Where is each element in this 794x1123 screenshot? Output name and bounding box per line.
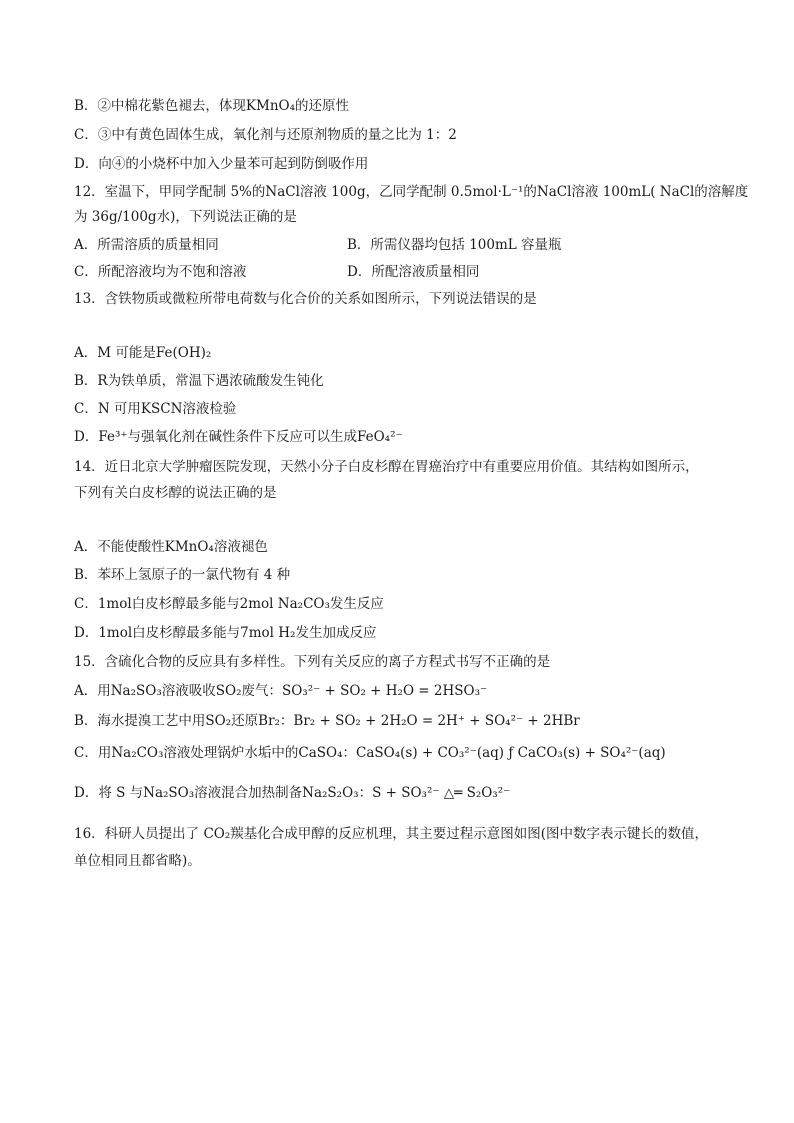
q11-option-c: C．③中有黄色固体生成，氧化剂与还原剂物质的量之比为 1：2 [74,127,457,143]
q13-option-b: B．R为铁单质，常温下遇浓硫酸发生钝化 [74,373,324,389]
q12-option-d: D．所配溶液质量相同 [347,264,480,280]
q15-option-a: A．用Na₂SO₃溶液吸收SO₂废气：SO₃²⁻ + SO₂ + H₂O = 2HSO₃⁻ [74,683,488,699]
q15-stem: 15．含硫化合物的反应具有多样性。下列有关反应的离子方程式书写不正确的是 [74,654,551,670]
q12-option-a: A．所需溶质的质量相同 [74,237,219,253]
q11-option-d: D．向④的小烧杯中加入少量苯可起到防倒吸作用 [74,156,369,172]
q14-option-d: D．1mol白皮杉醇最多能与7mol H₂发生加成反应 [74,625,377,641]
q16-stem-line1: 16．科研人员提出了 CO₂羰基化合成甲醇的反应机理，其主要过程示意图如图(图中数字表示键长的数值， [74,826,709,842]
q15-option-b: B．海水提溴工艺中用SO₂还原Br₂：Br₂ + SO₂ + 2H₂O = 2H⁺ + SO₄²⁻ + 2HBr [74,713,580,729]
q12-stem-line1: 12．室温下，甲同学配制 5%的NaCl溶液 100g，乙同学配制 0.5mol·L⁻¹的NaCl溶液 100mL( NaCl的溶解度 [74,184,749,200]
q13-option-a: A．M 可能是Fe(OH)₂ [74,345,212,361]
q14-option-a: A．不能使酸性KMnO₄溶液褪色 [74,539,268,555]
q15-option-d: D．将 S 与Na₂SO₃溶液混合加热制备Na₂S₂O₃：S + SO₃²⁻ △═ S₂O₃²⁻ [74,785,511,801]
q12-option-b: B．所需仪器均包括 100mL 容量瓶 [347,237,562,253]
q16-stem-line2: 单位相同且都省略)。 [74,853,201,869]
q13-stem: 13．含铁物质或微粒所带电荷数与化合价的关系如图所示，下列说法错误的是 [74,291,537,307]
q14-stem-line2: 下列有关白皮杉醇的说法正确的是 [74,485,277,501]
q11-option-b: B．②中棉花紫色褪去，体现KMnO₄的还原性 [74,98,350,114]
q13-option-c: C．N 可用KSCN溶液检验 [74,401,237,417]
q12-option-c: C．所配溶液均为不饱和溶液 [74,264,247,280]
q15-option-c: C．用Na₂CO₃溶液处理锅炉水垢中的CaSO₄：CaSO₄(s) + CO₃²⁻(aq) ƒ CaCO₃(s) + SO₄²⁻(aq) [74,745,666,761]
q14-stem-line1: 14．近日北京大学肿瘤医院发现，天然小分子白皮杉醇在胃癌治疗中有重要应用价值。其结构如图所示， [74,459,699,475]
q14-option-c: C．1mol白皮杉醇最多能与2mol Na₂CO₃发生反应 [74,596,384,612]
q12-stem-line2: 为 36g/100g水)，下列说法正确的是 [74,209,297,225]
q13-option-d: D．Fe³⁺与强氧化剂在碱性条件下反应可以生成FeO₄²⁻ [74,429,403,445]
q14-option-b: B．苯环上氢原子的一氯代物有 4 种 [74,567,291,583]
